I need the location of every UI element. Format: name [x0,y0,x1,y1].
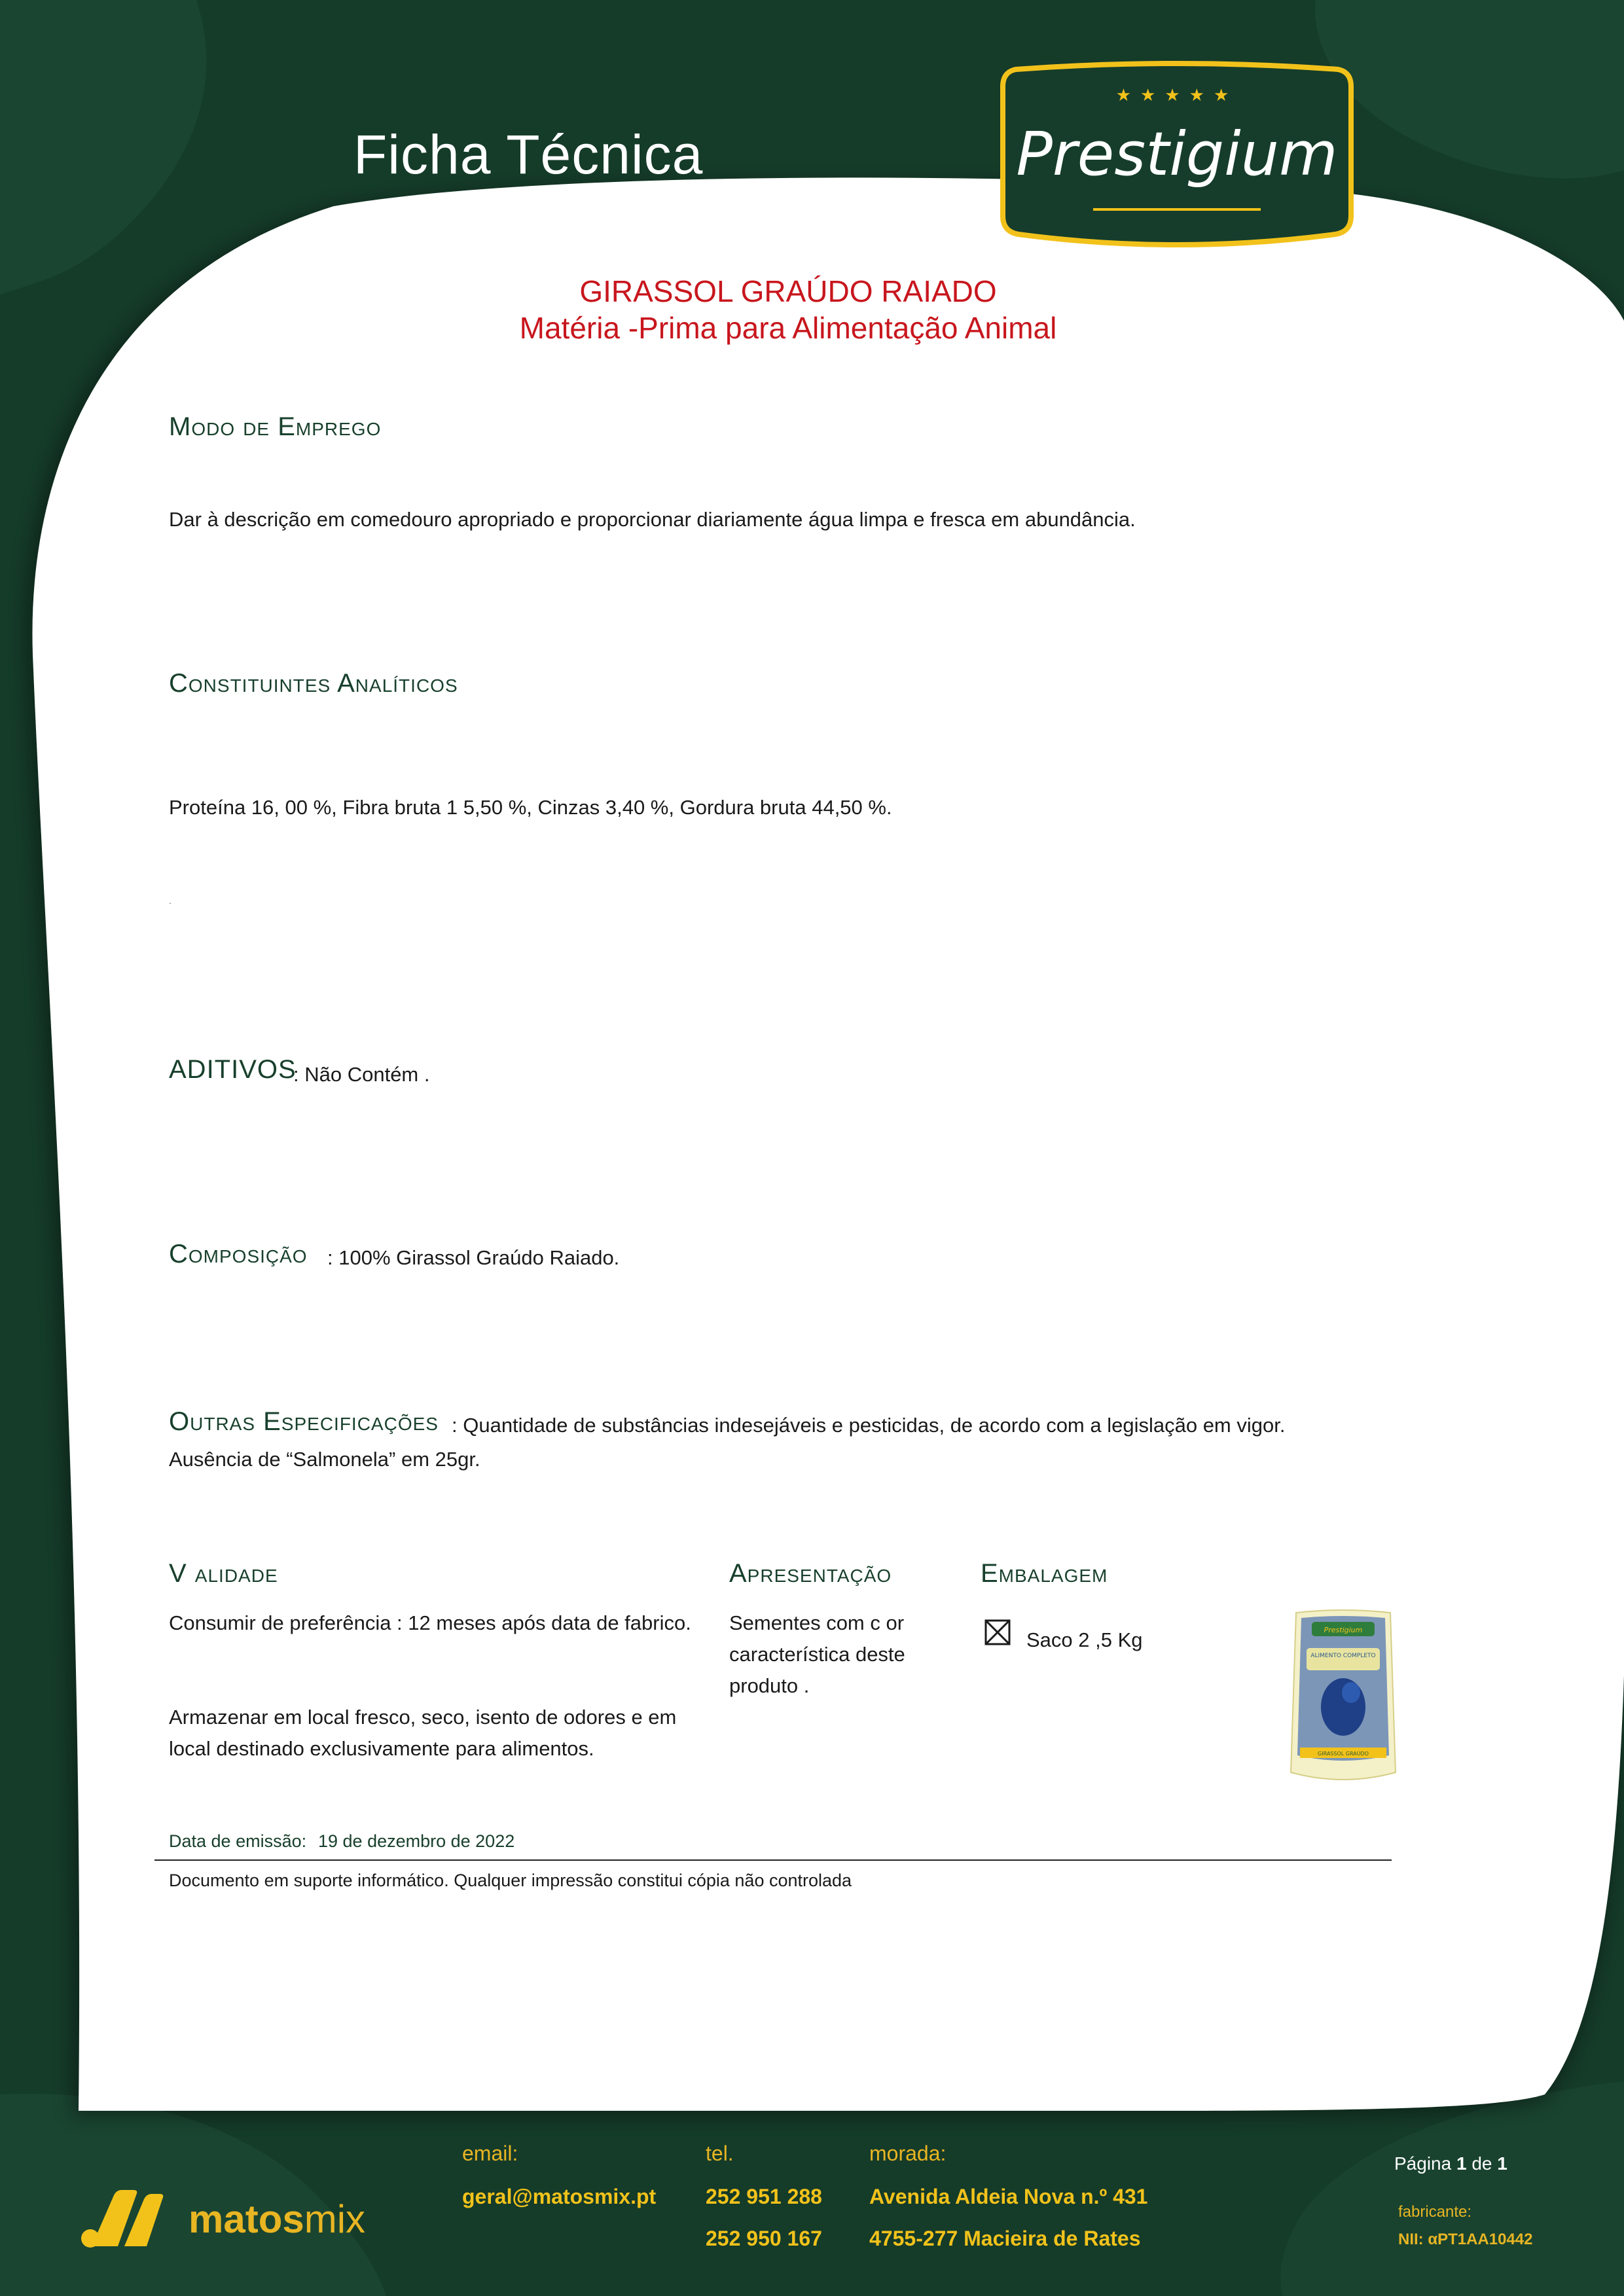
outras-especificacoes-text-line2: Ausência de “Salmonela” em 25gr. [169,1448,480,1471]
section-heading-validade: V alidade [169,1559,278,1588]
constituintes-text: Proteína 16, 00 %, Fibra bruta 1 5,50 %, Cinzas 3,40 %, Gordura bruta 44,50 %. [169,796,892,819]
page-number [1394,2153,1507,2174]
product-name: GIRASSOL GRAÚDO RAIADO [579,274,997,308]
footer-tel-label: tel. [706,2142,734,2165]
footer-address-line2: 4755-277 Macieira de Rates [869,2227,1141,2250]
emission-date: 19 de dezembro de 2022 [318,1831,515,1851]
composicao-text: : 100% Girassol Graúdo Raiado. [327,1246,620,1269]
armazenamento-text: Armazenar em local fresco, seco, isento de odores e em local destinado exclusivamente para alimentos. [169,1706,677,1760]
footer-email-label: email: [462,2142,518,2165]
document-title: Ficha Técnica [353,124,704,185]
modo-emprego-text: Dar à descrição em comedouro apropriado e proporcionar diariamente água limpa e fresca em abundância. [169,508,1136,531]
divider [154,1859,1392,1861]
validade-text: Consumir de preferência : 12 meses após data de fabrico. [169,1611,691,1634]
product-bag-image [1287,1609,1399,1787]
page-of: de [1471,2153,1492,2174]
bag-brand-text: Prestigium [1324,1626,1363,1634]
stray-dot: . [169,895,171,906]
apresentacao-text: Sementes com c or característica deste produto . [729,1611,905,1697]
section-heading-constituintes: Constituintes Analíticos [169,669,458,698]
page-current: 1 [1456,2153,1467,2174]
matosmix-logo-icon [79,2186,183,2251]
brand-name: Prestigium [1016,119,1338,189]
embalagem-checkbox[interactable] [984,1619,1011,1645]
emission-date-label: Data de emissão: [169,1831,307,1851]
aditivos-text: : Não Contém . [293,1063,430,1086]
section-heading-composicao: Composição [169,1240,308,1268]
bag-label-text: ALIMENTO COMPLETO [1310,1653,1376,1659]
logo-text-bold: matos [189,2197,304,2241]
footer-address-line1: Avenida Aldeia Nova n.º 431 [869,2185,1148,2208]
rating-stars-icon: ★★★★★ [1115,85,1238,105]
fabricante-label: fabricante: [1398,2203,1472,2221]
bag-sub-text: GIRASSOL GRAÚDO [1318,1751,1369,1757]
footer-email-link[interactable]: geral@matosmix.pt [462,2185,657,2208]
footer-phone-2[interactable]: 252 950 167 [706,2227,822,2250]
company-logo-text [189,2197,365,2242]
nii-code: NII: αPT1AA10442 [1398,2231,1533,2248]
footer-phone-1[interactable]: 252 951 288 [706,2185,822,2208]
page-label: Página [1394,2153,1452,2174]
outras-especificacoes-text: : Quantidade de substâncias indesejáveis e pesticidas, de acordo com a legislação em vigor. [452,1414,1286,1437]
embalagem-option-label: Saco 2 ,5 Kg [1026,1628,1143,1651]
logo-text-light: mix [304,2197,366,2241]
section-heading-modo-emprego: Modo de Emprego [169,412,382,441]
disclaimer-text: Documento em suporte informático. Qualquer impressão constitui cópia não controlada [169,1871,852,1890]
footer-address-label: morada: [869,2142,947,2165]
section-heading-embalagem: Embalagem [981,1559,1108,1588]
brand-badge [996,60,1358,251]
section-heading-outras-especificacoes: Outras Especificações [169,1407,439,1436]
section-heading-apresentacao: Apresentação [729,1559,892,1588]
product-subtitle: Matéria -Prima para Alimentação Animal [519,311,1057,345]
page-total: 1 [1497,2153,1507,2174]
section-heading-aditivos: ADITIVOS [169,1055,297,1084]
